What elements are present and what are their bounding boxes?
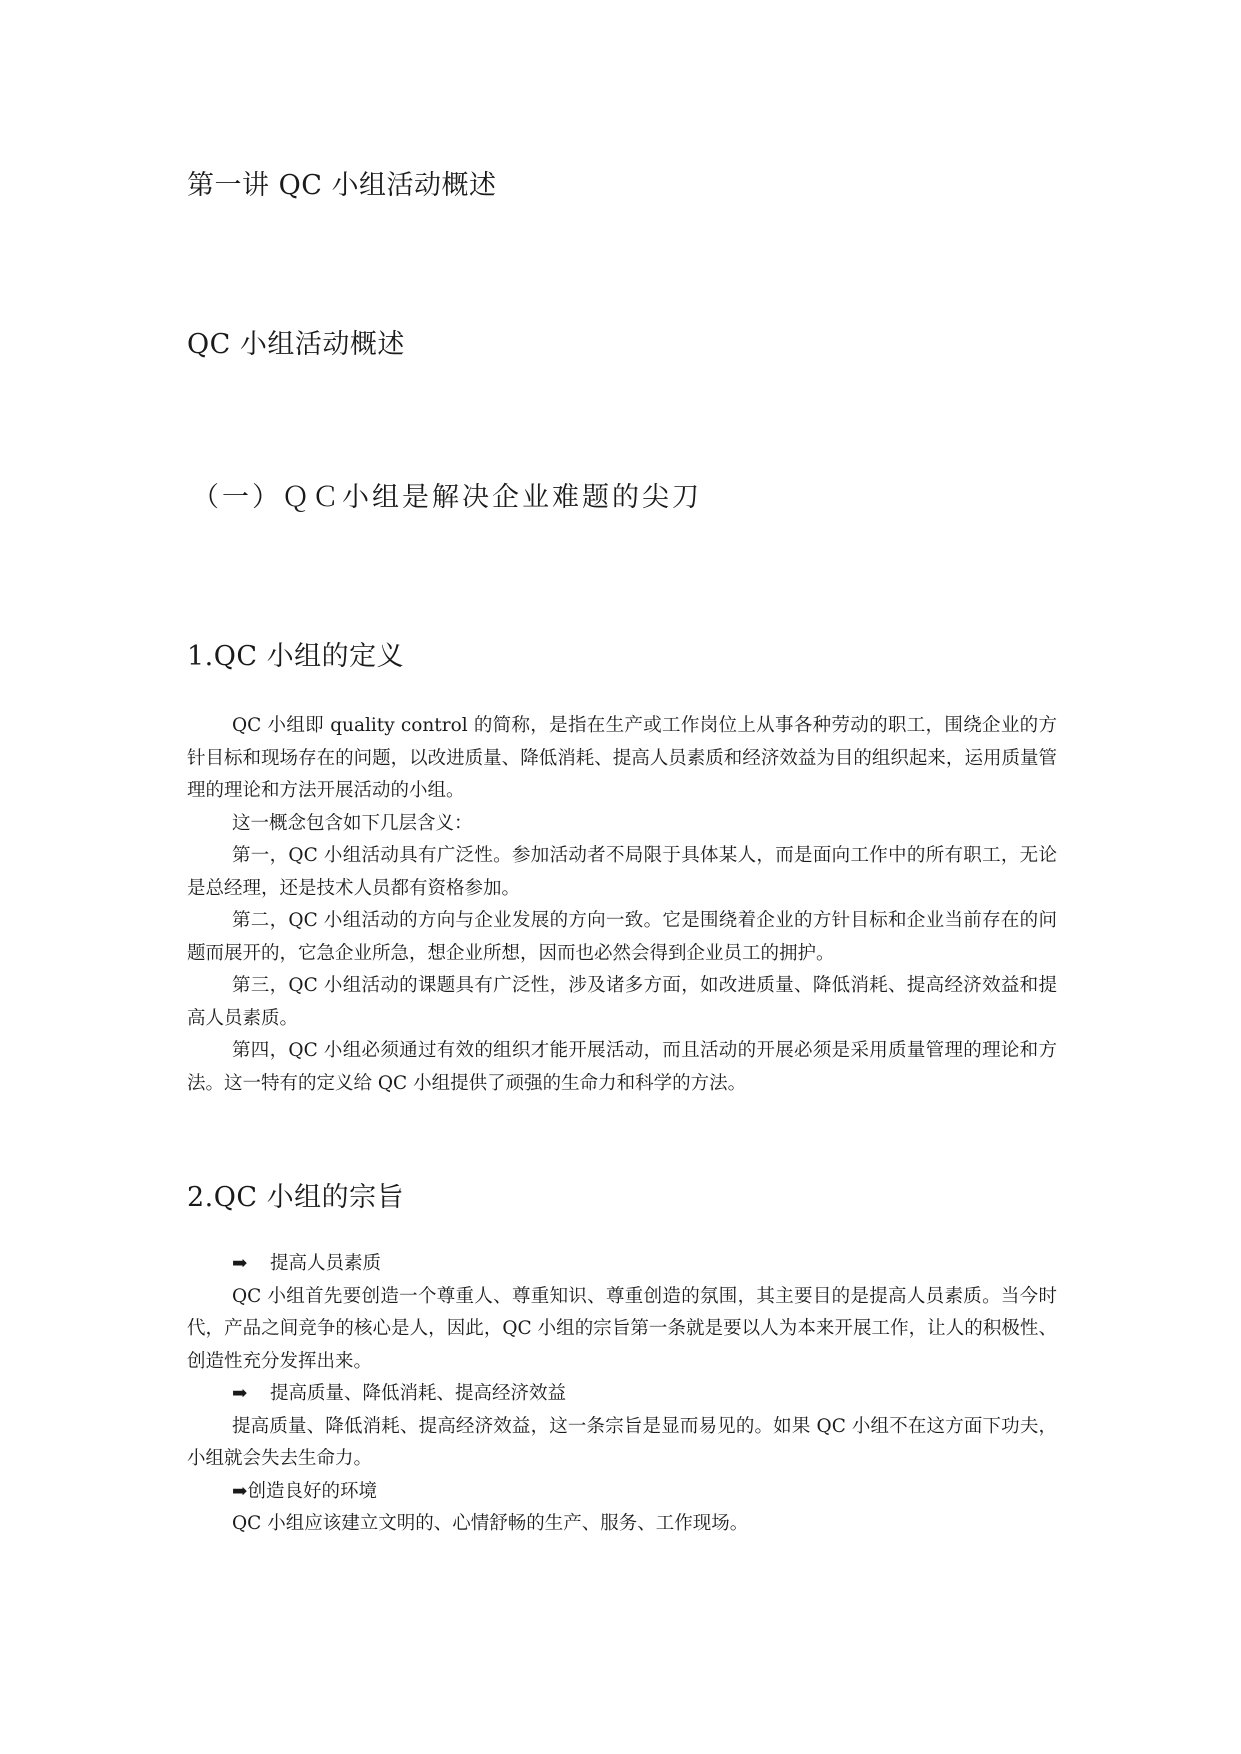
paragraph: 第四，QC 小组必须通过有效的组织才能开展活动，而且活动的开展必须是采用质量管理的理论和方法。这一特有的定义给 QC 小组提供了顽强的生命力和科学的方法。 [187,1040,1057,1094]
purpose-item-title [187,1476,1057,1509]
purpose-item-title [187,1248,1057,1281]
paragraph: 这一概念包含如下几层含义： [232,812,473,834]
arrow-right-icon: ➡ [232,1480,248,1502]
heading-purpose: 2.QC 小组的宗旨 [187,1182,405,1213]
subsection-title: （一）ＱＣ小组是解决企业难题的尖刀 [192,482,702,513]
paragraph: 第一，QC 小组活动具有广泛性。参加活动者不局限于具体某人，而是面向工作中的所有职工，无论是总经理，还是技术人员都有资格参加。 [187,845,1057,899]
paragraph: QC 小组即 quality control 的简称，是指在生产或工作岗位上从事各种劳动的职工，围绕企业的方针目标和现场存在的问题，以改进质量、降低消耗、提高人员素质和经济效益为目的组织起来，运用质量管理的理论和方法开展活动的小组。 [187,715,1057,801]
arrow-right-icon: ➡ [232,1383,248,1404]
paragraph: 第二，QC 小组活动的方向与企业发展的方向一致。它是围绕着企业的方针目标和企业当前存在的问题而展开的，它急企业所急，想企业所想，因而也必然会得到企业员工的拥护。 [187,910,1057,964]
paragraph: 第三，QC 小组活动的课题具有广泛性，涉及诸多方面，如改进质量、降低消耗、提高经济效益和提高人员素质。 [187,975,1057,1029]
lecture-title: 第一讲 QC 小组活动概述 [187,170,497,201]
purpose-section [187,1248,1057,1541]
definition-section [187,710,1057,1100]
paragraph: 提高质量、降低消耗、提高经济效益，这一条宗旨是显而易见的。如果 QC 小组不在这方面下功夫，小组就会失去生命力。 [187,1415,1057,1469]
purpose-title: 提高质量、降低消耗、提高经济效益 [270,1383,567,1404]
purpose-item-title [187,1378,1057,1411]
section-title: QC 小组活动概述 [187,329,405,360]
heading-definition: 1.QC 小组的定义 [187,641,405,672]
purpose-title: 提高人员素质 [270,1253,382,1274]
purpose-title: 创造良好的环境 [247,1480,378,1502]
paragraph: QC 小组应该建立文明的、心情舒畅的生产、服务、工作现场。 [232,1513,749,1534]
paragraph: QC 小组首先要创造一个尊重人、尊重知识、尊重创造的氛围，其主要目的是提高人员素质。当今时代，产品之间竞争的核心是人，因此，QC 小组的宗旨第一条就是要以人为本来开展工作，让人的积极性、创造性充分发挥出来。 [187,1285,1057,1372]
arrow-right-icon: ➡ [232,1253,248,1274]
